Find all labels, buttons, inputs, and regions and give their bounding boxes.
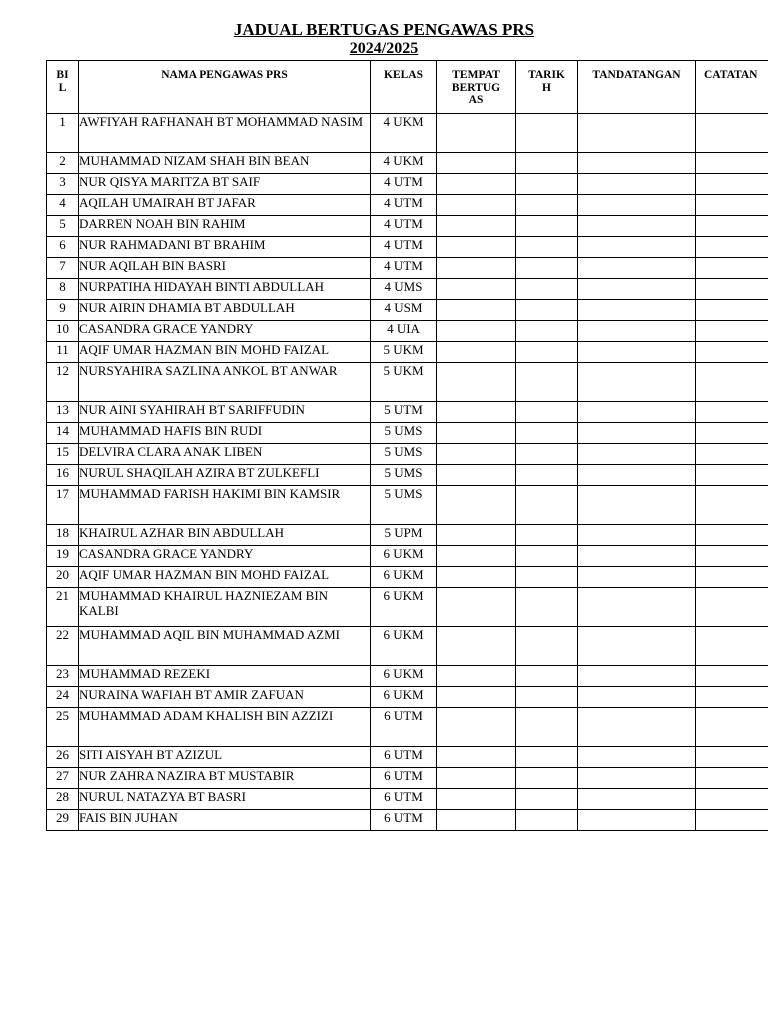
cell-bil: 13 xyxy=(47,402,79,423)
cell-bil: 4 xyxy=(47,195,79,216)
cell-catatan xyxy=(696,687,768,708)
cell-nama: NUR AIRIN DHAMIA BT ABDULLAH xyxy=(79,300,371,321)
cell-kelas: 6 UKM xyxy=(371,546,437,567)
cell-bil: 28 xyxy=(47,789,79,810)
table-row xyxy=(47,789,768,810)
cell-tandatangan xyxy=(578,423,696,444)
cell-kelas: 4 USM xyxy=(371,300,437,321)
cell-tarikh xyxy=(516,465,578,486)
cell-kelas: 4 UIA xyxy=(371,321,437,342)
table-row xyxy=(47,810,768,831)
table-row xyxy=(47,747,768,768)
cell-nama: MUHAMMAD HAFIS BIN RUDI xyxy=(79,423,371,444)
cell-kelas: 4 UTM xyxy=(371,195,437,216)
header-tandatangan: TANDATANGAN xyxy=(578,61,696,114)
cell-tarikh xyxy=(516,423,578,444)
cell-tempat xyxy=(437,237,516,258)
cell-tandatangan xyxy=(578,153,696,174)
cell-tarikh xyxy=(516,174,578,195)
cell-catatan xyxy=(696,789,768,810)
cell-tandatangan xyxy=(578,789,696,810)
cell-tandatangan xyxy=(578,810,696,831)
cell-catatan xyxy=(696,321,768,342)
cell-tarikh xyxy=(516,789,578,810)
cell-kelas: 4 UMS xyxy=(371,279,437,300)
cell-tandatangan xyxy=(578,486,696,525)
cell-nama: NUR QISYA MARITZA BT SAIF xyxy=(79,174,371,195)
cell-kelas: 5 UMS xyxy=(371,486,437,525)
cell-tempat xyxy=(437,174,516,195)
cell-kelas: 5 UPM xyxy=(371,525,437,546)
cell-tarikh xyxy=(516,237,578,258)
cell-tandatangan xyxy=(578,300,696,321)
header-catatan: CATATAN xyxy=(696,61,768,114)
table-row xyxy=(47,588,768,627)
cell-bil: 9 xyxy=(47,300,79,321)
cell-tempat xyxy=(437,300,516,321)
cell-bil: 23 xyxy=(47,666,79,687)
cell-bil: 18 xyxy=(47,525,79,546)
cell-nama: NUR ZAHRA NAZIRA BT MUSTABIR xyxy=(79,768,371,789)
cell-tarikh xyxy=(516,567,578,588)
cell-tempat xyxy=(437,465,516,486)
cell-kelas: 6 UTM xyxy=(371,747,437,768)
cell-catatan xyxy=(696,666,768,687)
cell-tandatangan xyxy=(578,747,696,768)
table-row xyxy=(47,708,768,747)
header-tarikh: TARIK H xyxy=(516,61,578,114)
cell-tempat xyxy=(437,747,516,768)
cell-bil: 22 xyxy=(47,627,79,666)
table-header-row xyxy=(47,61,768,114)
cell-tempat xyxy=(437,627,516,666)
cell-tandatangan xyxy=(578,402,696,423)
cell-tandatangan xyxy=(578,237,696,258)
table-row xyxy=(47,768,768,789)
cell-tempat xyxy=(437,258,516,279)
cell-tandatangan xyxy=(578,342,696,363)
cell-kelas: 5 UMS xyxy=(371,423,437,444)
cell-bil: 24 xyxy=(47,687,79,708)
cell-tandatangan xyxy=(578,363,696,402)
cell-tempat xyxy=(437,486,516,525)
table-row xyxy=(47,237,768,258)
cell-nama: CASANDRA GRACE YANDRY xyxy=(79,546,371,567)
cell-bil: 29 xyxy=(47,810,79,831)
cell-tarikh xyxy=(516,486,578,525)
cell-kelas: 4 UTM xyxy=(371,237,437,258)
cell-catatan xyxy=(696,258,768,279)
cell-kelas: 6 UTM xyxy=(371,789,437,810)
cell-tandatangan xyxy=(578,768,696,789)
cell-nama: NURUL SHAQILAH AZIRA BT ZULKEFLI xyxy=(79,465,371,486)
header-kelas: KELAS xyxy=(371,61,437,114)
cell-tandatangan xyxy=(578,525,696,546)
cell-tarikh xyxy=(516,708,578,747)
cell-catatan xyxy=(696,810,768,831)
cell-kelas: 6 UKM xyxy=(371,666,437,687)
cell-nama: AQIF UMAR HAZMAN BIN MOHD FAIZAL xyxy=(79,567,371,588)
cell-catatan xyxy=(696,486,768,525)
cell-nama: NURPATIHA HIDAYAH BINTI ABDULLAH xyxy=(79,279,371,300)
cell-kelas: 6 UKM xyxy=(371,588,437,627)
cell-tandatangan xyxy=(578,321,696,342)
cell-nama: MUHAMMAD REZEKI xyxy=(79,666,371,687)
cell-tempat xyxy=(437,321,516,342)
cell-bil: 20 xyxy=(47,567,79,588)
cell-tandatangan xyxy=(578,708,696,747)
cell-tandatangan xyxy=(578,216,696,237)
cell-tandatangan xyxy=(578,588,696,627)
cell-kelas: 6 UKM xyxy=(371,567,437,588)
cell-tarikh xyxy=(516,363,578,402)
table-row xyxy=(47,465,768,486)
cell-kelas: 4 UKM xyxy=(371,114,437,153)
table-row xyxy=(47,114,768,153)
cell-nama: NUR AQILAH BIN BASRI xyxy=(79,258,371,279)
table-row xyxy=(47,567,768,588)
cell-bil: 14 xyxy=(47,423,79,444)
cell-catatan xyxy=(696,768,768,789)
cell-catatan xyxy=(696,153,768,174)
cell-tarikh xyxy=(516,627,578,666)
cell-catatan xyxy=(696,195,768,216)
cell-catatan xyxy=(696,465,768,486)
cell-bil: 25 xyxy=(47,708,79,747)
cell-tandatangan xyxy=(578,546,696,567)
cell-nama: NUR RAHMADANI BT BRAHIM xyxy=(79,237,371,258)
cell-nama: NURSYAHIRA SAZLINA ANKOL BT ANWAR xyxy=(79,363,371,402)
cell-nama: NURUL NATAZYA BT BASRI xyxy=(79,789,371,810)
cell-tarikh xyxy=(516,153,578,174)
cell-tandatangan xyxy=(578,627,696,666)
cell-tempat xyxy=(437,687,516,708)
cell-nama: MUHAMMAD ADAM KHALISH BIN AZZIZI xyxy=(79,708,371,747)
cell-kelas: 5 UMS xyxy=(371,444,437,465)
document-year: 2024/2025 xyxy=(349,40,419,57)
cell-kelas: 4 UTM xyxy=(371,216,437,237)
cell-bil: 8 xyxy=(47,279,79,300)
cell-bil: 17 xyxy=(47,486,79,525)
cell-bil: 1 xyxy=(47,114,79,153)
cell-tarikh xyxy=(516,747,578,768)
cell-bil: 19 xyxy=(47,546,79,567)
table-row xyxy=(47,363,768,402)
cell-bil: 3 xyxy=(47,174,79,195)
cell-tandatangan xyxy=(578,174,696,195)
table-row xyxy=(47,444,768,465)
cell-tarikh xyxy=(516,588,578,627)
cell-tarikh xyxy=(516,444,578,465)
cell-tarikh xyxy=(516,810,578,831)
table-row xyxy=(47,195,768,216)
cell-tarikh xyxy=(516,114,578,153)
cell-tandatangan xyxy=(578,666,696,687)
cell-tarikh xyxy=(516,216,578,237)
cell-tempat xyxy=(437,567,516,588)
cell-catatan xyxy=(696,546,768,567)
cell-tarikh xyxy=(516,342,578,363)
cell-nama: AWFIYAH RAFHANAH BT MOHAMMAD NASIM xyxy=(79,114,371,153)
table-row xyxy=(47,216,768,237)
cell-catatan xyxy=(696,423,768,444)
cell-tandatangan xyxy=(578,567,696,588)
cell-catatan xyxy=(696,216,768,237)
cell-tempat xyxy=(437,708,516,747)
cell-tandatangan xyxy=(578,687,696,708)
cell-bil: 27 xyxy=(47,768,79,789)
cell-nama: AQILAH UMAIRAH BT JAFAR xyxy=(79,195,371,216)
cell-kelas: 6 UTM xyxy=(371,810,437,831)
cell-nama: MUHAMMAD AQIL BIN MUHAMMAD AZMI xyxy=(79,627,371,666)
cell-tempat xyxy=(437,279,516,300)
cell-tempat xyxy=(437,444,516,465)
duty-roster-table xyxy=(46,60,768,831)
cell-tarikh xyxy=(516,321,578,342)
cell-catatan xyxy=(696,300,768,321)
cell-bil: 11 xyxy=(47,342,79,363)
table-row xyxy=(47,486,768,525)
cell-nama: DELVIRA CLARA ANAK LIBEN xyxy=(79,444,371,465)
cell-catatan xyxy=(696,588,768,627)
table-row xyxy=(47,153,768,174)
cell-catatan xyxy=(696,279,768,300)
cell-tarikh xyxy=(516,525,578,546)
cell-tempat xyxy=(437,363,516,402)
cell-bil: 21 xyxy=(47,588,79,627)
cell-bil: 10 xyxy=(47,321,79,342)
cell-bil: 12 xyxy=(47,363,79,402)
cell-tempat xyxy=(437,153,516,174)
cell-catatan xyxy=(696,708,768,747)
cell-bil: 15 xyxy=(47,444,79,465)
header-nama: NAMA PENGAWAS PRS xyxy=(79,61,371,114)
cell-nama: FAIS BIN JUHAN xyxy=(79,810,371,831)
cell-tempat xyxy=(437,666,516,687)
cell-tarikh xyxy=(516,768,578,789)
cell-tarikh xyxy=(516,300,578,321)
cell-tarikh xyxy=(516,546,578,567)
cell-kelas: 6 UTM xyxy=(371,768,437,789)
table-row xyxy=(47,174,768,195)
cell-nama: SITI AISYAH BT AZIZUL xyxy=(79,747,371,768)
cell-tempat xyxy=(437,546,516,567)
cell-kelas: 5 UKM xyxy=(371,342,437,363)
cell-tempat xyxy=(437,423,516,444)
cell-catatan xyxy=(696,567,768,588)
cell-catatan xyxy=(696,174,768,195)
table-row xyxy=(47,321,768,342)
cell-tempat xyxy=(437,588,516,627)
cell-tempat xyxy=(437,525,516,546)
table-row xyxy=(47,687,768,708)
table-row xyxy=(47,546,768,567)
cell-catatan xyxy=(696,525,768,546)
table-row xyxy=(47,300,768,321)
cell-tempat xyxy=(437,789,516,810)
cell-kelas: 5 UKM xyxy=(371,363,437,402)
cell-tarikh xyxy=(516,666,578,687)
table-body xyxy=(47,114,768,831)
cell-tempat xyxy=(437,768,516,789)
cell-bil: 16 xyxy=(47,465,79,486)
document-title: JADUAL BERTUGAS PENGAWAS PRS xyxy=(233,20,535,39)
cell-tempat xyxy=(437,114,516,153)
table-row xyxy=(47,627,768,666)
table-row xyxy=(47,342,768,363)
cell-kelas: 4 UTM xyxy=(371,174,437,195)
cell-tandatangan xyxy=(578,279,696,300)
header-tempat: TEMPAT BERTUG AS xyxy=(437,61,516,114)
cell-bil: 5 xyxy=(47,216,79,237)
cell-catatan xyxy=(696,747,768,768)
cell-tandatangan xyxy=(578,258,696,279)
table-row xyxy=(47,423,768,444)
cell-nama: NURAINA WAFIAH BT AMIR ZAFUAN xyxy=(79,687,371,708)
table-row xyxy=(47,279,768,300)
cell-nama: NUR AINI SYAHIRAH BT SARIFFUDIN xyxy=(79,402,371,423)
cell-kelas: 6 UTM xyxy=(371,708,437,747)
cell-kelas: 5 UTM xyxy=(371,402,437,423)
cell-tandatangan xyxy=(578,114,696,153)
cell-tarikh xyxy=(516,687,578,708)
cell-tarikh xyxy=(516,195,578,216)
cell-kelas: 5 UMS xyxy=(371,465,437,486)
cell-nama: MUHAMMAD NIZAM SHAH BIN BEAN xyxy=(79,153,371,174)
cell-nama: DARREN NOAH BIN RAHIM xyxy=(79,216,371,237)
cell-tarikh xyxy=(516,258,578,279)
cell-nama: CASANDRA GRACE YANDRY xyxy=(79,321,371,342)
cell-tempat xyxy=(437,810,516,831)
cell-catatan xyxy=(696,627,768,666)
cell-nama: MUHAMMAD KHAIRUL HAZNIEZAM BIN KALBI xyxy=(79,588,371,627)
table-row xyxy=(47,666,768,687)
cell-kelas: 4 UTM xyxy=(371,258,437,279)
cell-catatan xyxy=(696,342,768,363)
cell-catatan xyxy=(696,363,768,402)
table-row xyxy=(47,258,768,279)
cell-tandatangan xyxy=(578,465,696,486)
cell-bil: 2 xyxy=(47,153,79,174)
table-row xyxy=(47,525,768,546)
cell-nama: KHAIRUL AZHAR BIN ABDULLAH xyxy=(79,525,371,546)
cell-nama: AQIF UMAR HAZMAN BIN MOHD FAIZAL xyxy=(79,342,371,363)
cell-bil: 7 xyxy=(47,258,79,279)
cell-tempat xyxy=(437,402,516,423)
cell-kelas: 6 UKM xyxy=(371,627,437,666)
cell-kelas: 4 UKM xyxy=(371,153,437,174)
cell-catatan xyxy=(696,237,768,258)
cell-kelas: 6 UKM xyxy=(371,687,437,708)
cell-tempat xyxy=(437,195,516,216)
cell-bil: 26 xyxy=(47,747,79,768)
cell-catatan xyxy=(696,402,768,423)
cell-tandatangan xyxy=(578,195,696,216)
header-bil: BI L xyxy=(47,61,79,114)
cell-tandatangan xyxy=(578,444,696,465)
cell-tempat xyxy=(437,216,516,237)
cell-tarikh xyxy=(516,279,578,300)
cell-tempat xyxy=(437,342,516,363)
cell-catatan xyxy=(696,444,768,465)
cell-bil: 6 xyxy=(47,237,79,258)
cell-tarikh xyxy=(516,402,578,423)
cell-catatan xyxy=(696,114,768,153)
cell-nama: MUHAMMAD FARISH HAKIMI BIN KAMSIR xyxy=(79,486,371,525)
table-row xyxy=(47,402,768,423)
